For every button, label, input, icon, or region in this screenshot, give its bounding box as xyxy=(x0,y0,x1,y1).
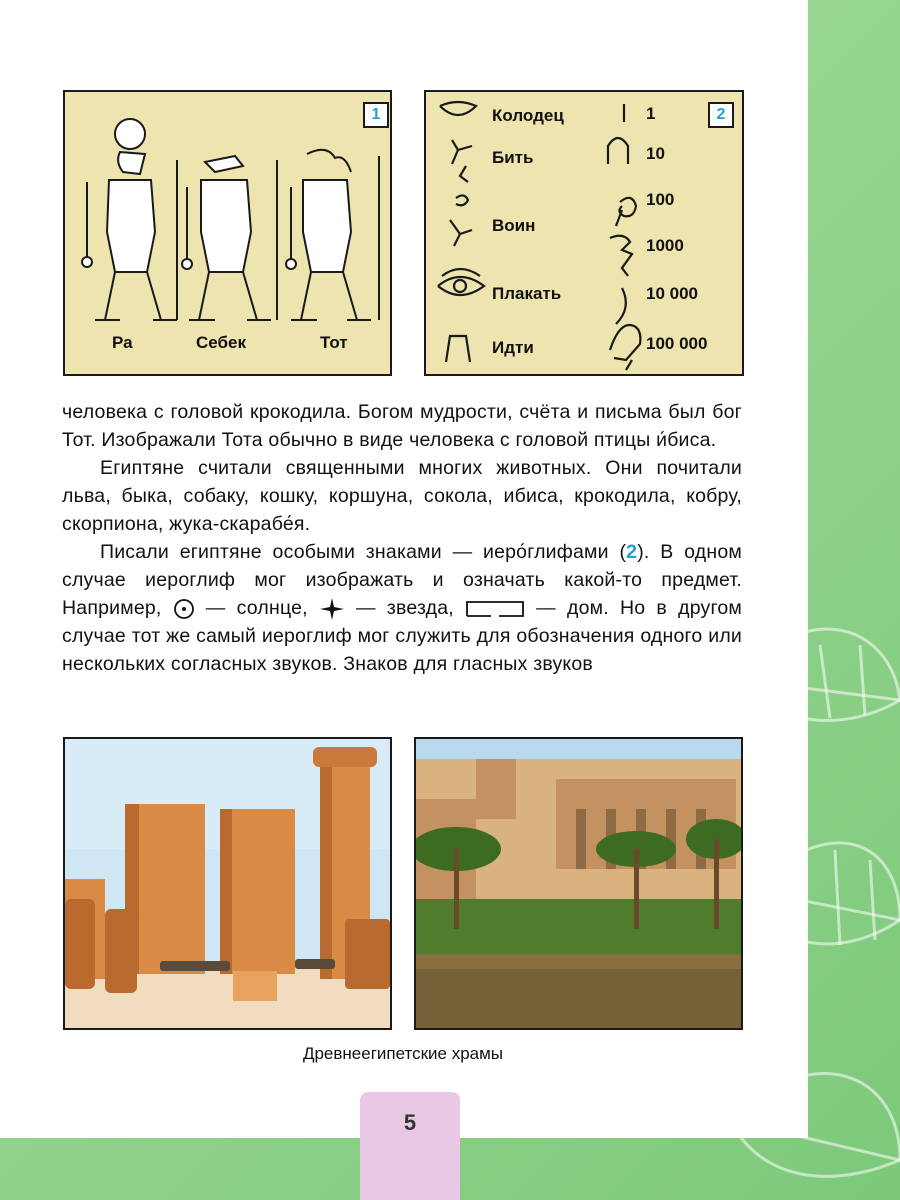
gods-illustration xyxy=(65,92,390,332)
god-label-ra: Ра xyxy=(112,333,133,352)
temple-lake-image xyxy=(416,739,741,1028)
hieroglyph-glyphs xyxy=(426,92,742,374)
page-number-tab xyxy=(360,1092,460,1200)
ten-thousand-glyph xyxy=(616,288,626,324)
word-go: Идти xyxy=(492,338,534,357)
star-glyph-icon xyxy=(319,597,345,621)
paragraph-3 xyxy=(62,538,742,678)
number-10: 10 xyxy=(646,144,665,163)
hieroglyphs-figure xyxy=(424,90,744,376)
figure-badge: 2 xyxy=(708,102,734,128)
paragraph-3-part-b: ). В одном случае иероглиф мог изображать и означать какой-то предмет. Например, xyxy=(62,541,742,619)
paragraph-3-star: — звезда, xyxy=(344,597,466,619)
temple-photo-2 xyxy=(414,737,743,1030)
paragraph-3-house: — дом. Но в другом случае тот же самый иероглиф мог служить для обозначения одного или нескольких согласных звуков. Знаков для гласных звуков xyxy=(62,597,743,675)
page-number: 5 xyxy=(403,1110,417,1135)
body-text xyxy=(62,398,742,678)
hundred-thousand-glyph xyxy=(610,325,640,370)
cry-glyph xyxy=(438,269,484,295)
paragraph-1: человека с головой крокодила. Богом мудрости, счёта и письма был бог Тот. Изображали Тота обычно в виде человека с головой птицы и́биса. xyxy=(62,401,742,451)
number-1: 1 xyxy=(646,104,656,123)
paragraph-3-part-a: Писали египтяне особыми знаками — иеро́глифами ( xyxy=(100,541,627,563)
number-10000: 10 000 xyxy=(646,284,698,303)
number-100000: 100 000 xyxy=(646,334,708,353)
word-beat: Бить xyxy=(492,148,534,167)
number-1000: 1000 xyxy=(646,236,684,255)
figure-badge: 1 xyxy=(363,102,389,128)
god-label-sebek: Себек xyxy=(196,333,246,352)
thousand-glyph xyxy=(610,236,632,276)
sun-glyph-icon xyxy=(173,598,195,620)
temple-columns-image xyxy=(65,739,390,1028)
temple-photo-1 xyxy=(63,737,392,1030)
warrior-glyph xyxy=(450,195,472,246)
paragraph-2: Египтяне считали священными многих животных. Они почитали льва, быка, собаку, кошку, коршуна, сокола, ибиса, крокодила, кобру, скорпиона, жука-скарабе́я. xyxy=(62,457,742,535)
number-100: 100 xyxy=(646,190,675,209)
house-glyph-icon xyxy=(465,600,525,618)
word-cry: Плакать xyxy=(492,284,562,303)
god-label-tot: Тот xyxy=(320,333,348,352)
word-well: Колодец xyxy=(492,106,564,125)
photos-caption: Древнеегипетские храмы xyxy=(302,1044,504,1063)
ten-glyph xyxy=(608,138,628,164)
well-glyph xyxy=(440,102,476,115)
beat-glyph xyxy=(452,140,472,182)
word-warrior: Воин xyxy=(492,216,536,235)
hundred-glyph xyxy=(616,198,636,226)
go-glyph xyxy=(446,336,470,362)
paragraph-3-sun: — солнце, xyxy=(194,597,319,619)
figure-reference: 2 xyxy=(626,541,638,563)
